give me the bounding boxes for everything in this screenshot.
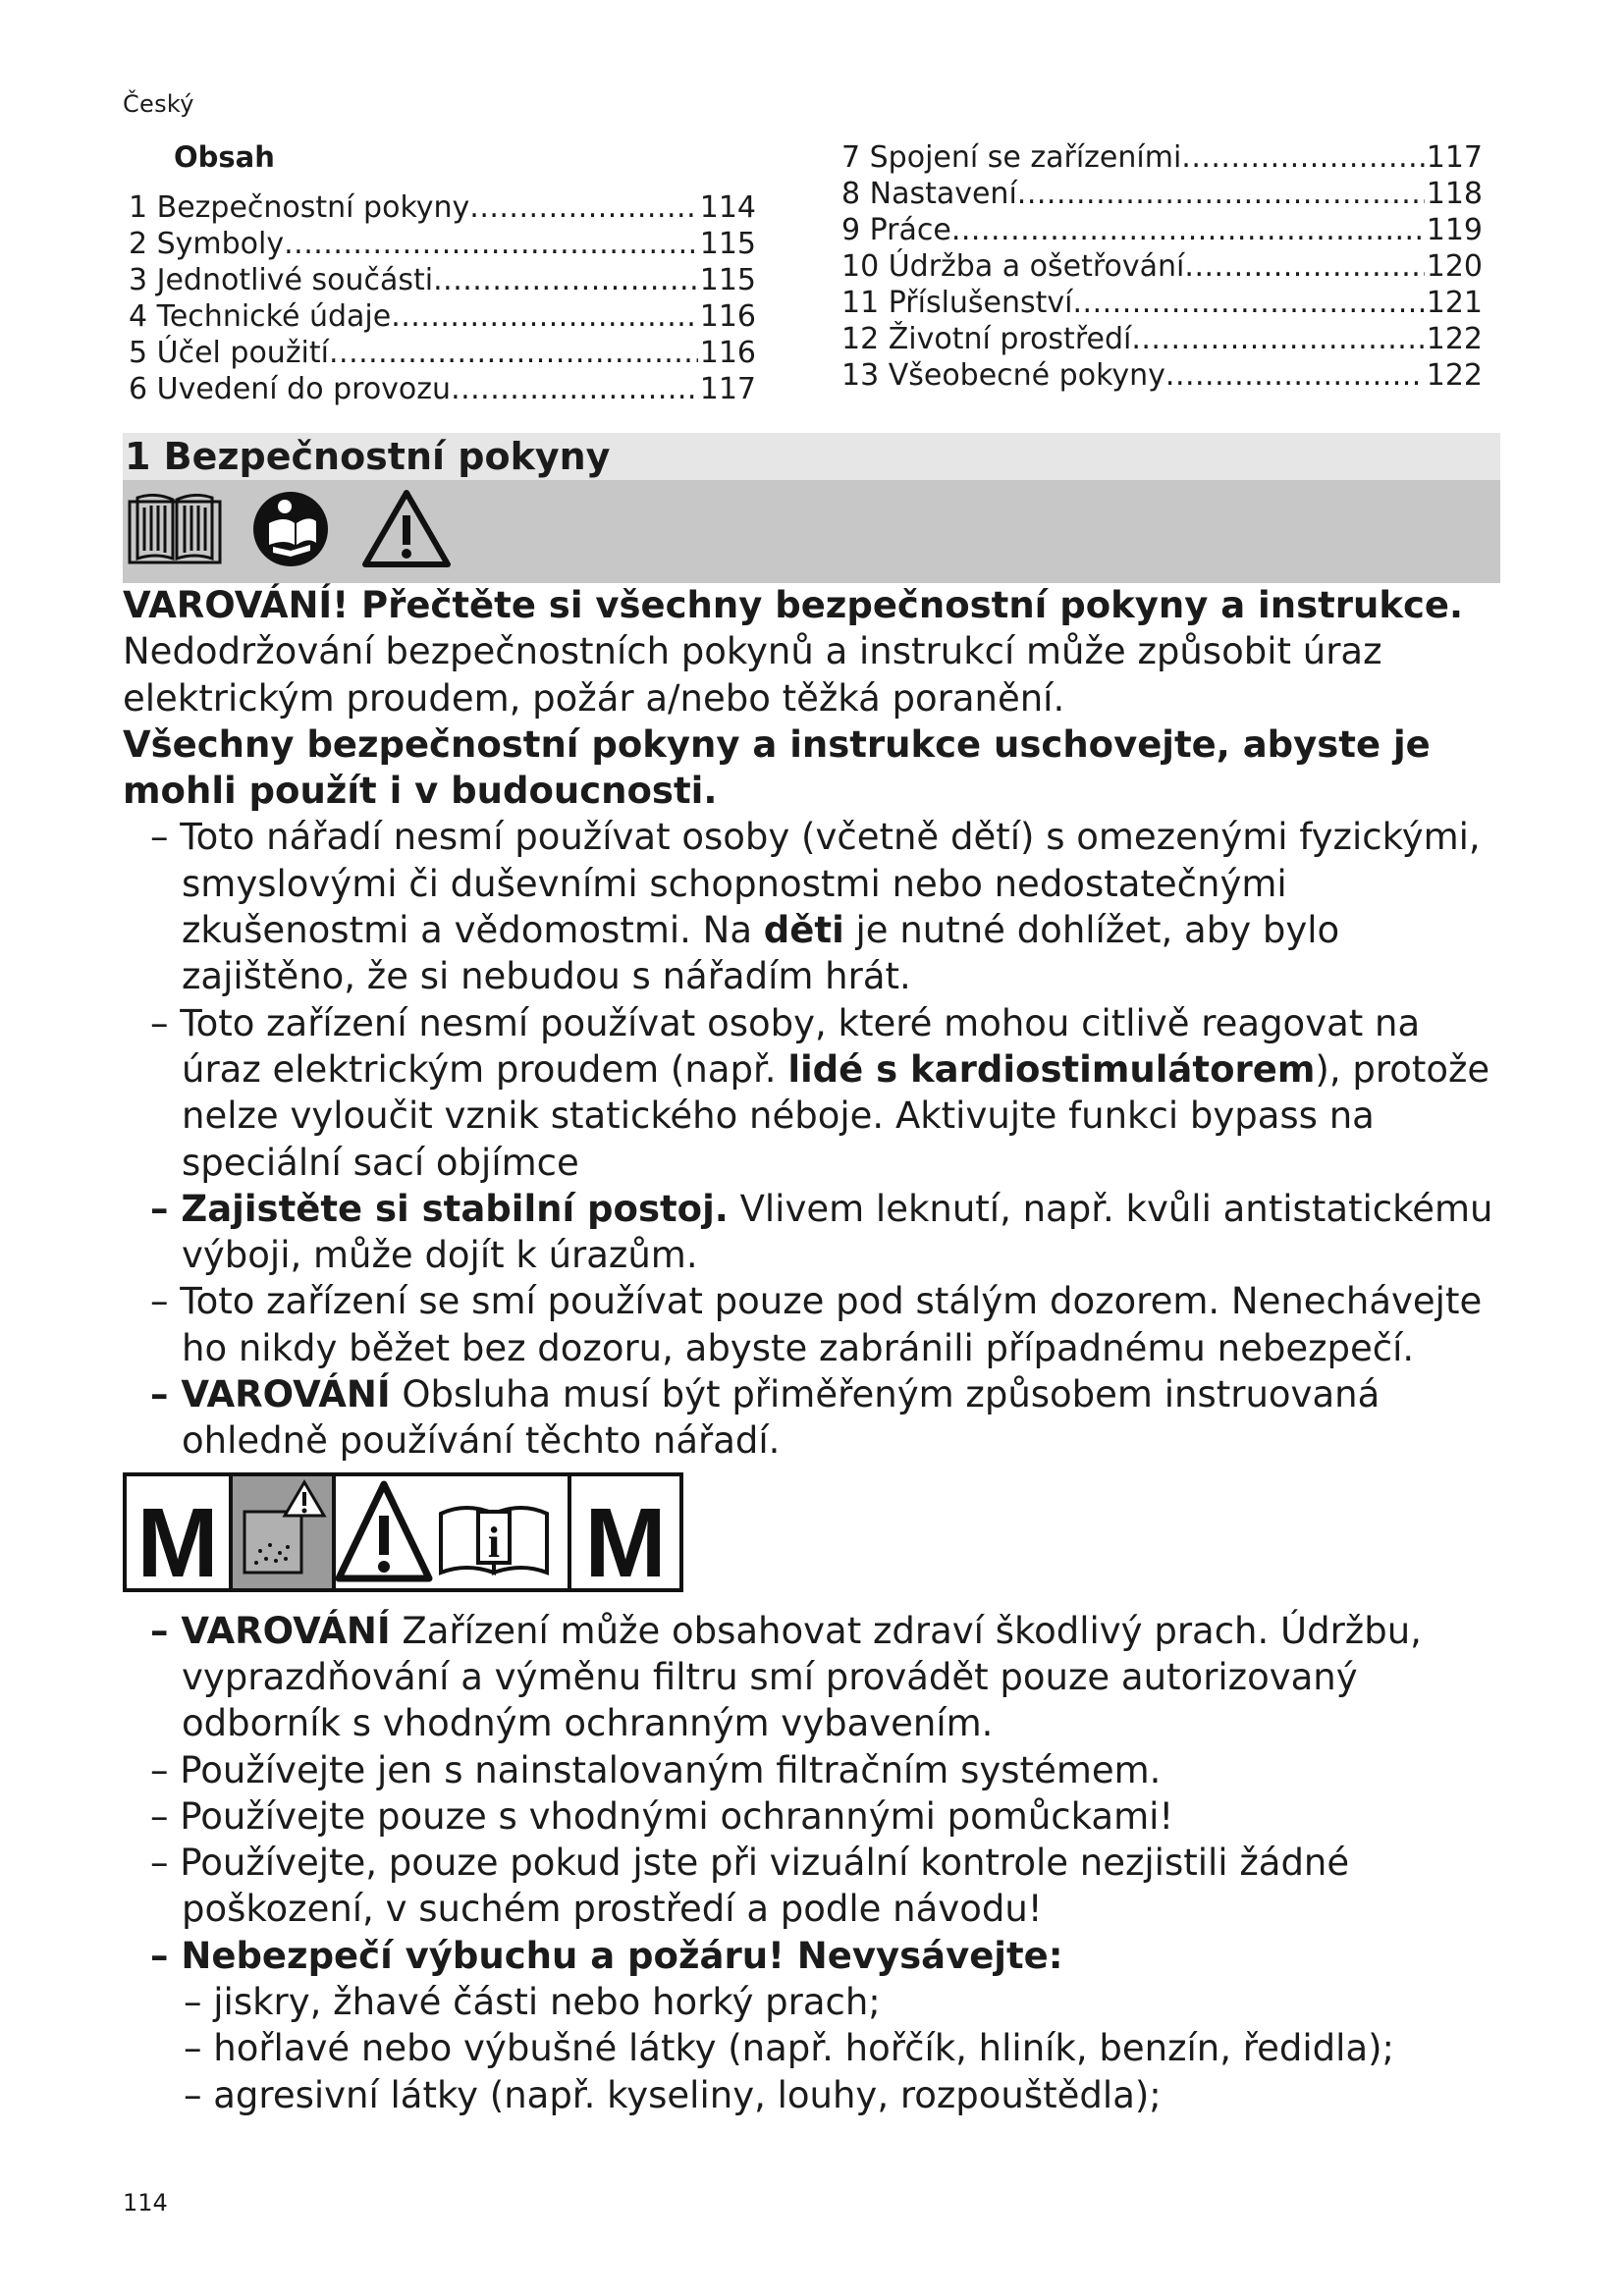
dust-class-symbol-row <box>123 1472 1502 1592</box>
list-item: – VAROVÁNÍ Zařízení může obsahovat zdraví škodlivý prach. Údržbu, vyprazdňování a výměnu filtru smí provádět pouze autorizovaný odborník s vhodným ochranným vybavením. <box>150 1609 1422 1745</box>
manual-book-icon <box>128 494 222 568</box>
list-item: – Toto nářadí nesmí používat osoby (včetně dětí) s omezenými fyzickými, smyslovými či duševními schopnostmi nebo nedostatečnými zkušenostmi a vědomostmi. Na děti je nutné dohlížet, aby bylo zajištěno, že si nebudou s nářadím hrát. <box>150 816 1481 998</box>
toc-entry[interactable]: 11 Příslušenství ..... 121 <box>841 285 1483 321</box>
list-item: – Používejte jen s nainstalovaným filtračním systémem. <box>150 1748 1162 1791</box>
toc-entry[interactable]: 9 Práce ..... 119 <box>841 212 1483 248</box>
toc-entry[interactable]: 8 Nastavení ..... 118 <box>841 176 1483 212</box>
svg-text:i: i <box>487 1518 501 1567</box>
symbol-band <box>123 480 1500 583</box>
toc-title: Obsah <box>174 140 275 174</box>
keep-instructions: Všechny bezpečnostní pokyny a instrukce uschovejte, abyste je mohli použít i v budoucnosti. <box>123 722 1431 813</box>
toc-entry[interactable]: 3 Jednotlivé součásti ..... 115 <box>129 262 756 298</box>
section-heading: 1 Bezpečnostní pokyny <box>123 433 1500 480</box>
toc-right-column <box>841 139 1483 394</box>
dust-class-m-label <box>123 1472 683 1592</box>
toc-entry[interactable]: 2 Symboly ..... 115 <box>129 226 756 262</box>
safety-text <box>123 582 1502 2118</box>
warning-lead: VAROVÁNÍ! Přečtěte si všechny bezpečnostní pokyny a instrukce. Nedodržování bezpečnostních pokynů a instrukcí může způsobit úraz elektrickým proudem, požár a/nebo těžká poranění. <box>123 584 1464 720</box>
language-label: Český <box>123 90 194 118</box>
page-number: 114 <box>123 2189 168 2216</box>
dust-class-letter-right: M <box>584 1487 667 1592</box>
toc-entry[interactable]: 4 Technické údaje ..... 116 <box>129 298 756 335</box>
toc-entry[interactable]: 5 Účel použití ..... 116 <box>129 335 756 371</box>
list-item: – VAROVÁNÍ Obsluha musí být přiměřeným způsobem instruovaná ohledně používání těchto nářadí. <box>150 1373 1380 1463</box>
list-item: – Toto zařízení se smí používat pouze pod stálým dozorem. Nenechávejte ho nikdy běžet bez dozoru, abyste zabránili případnému nebezpečí. <box>150 1280 1483 1369</box>
list-item: – Nebezpečí výbuchu a požáru! Nevysávejte: <box>150 1934 1063 1977</box>
read-manual-icon <box>251 490 330 568</box>
list-item: – Toto zařízení nesmí používat osoby, které mohou citlivě reagovat na úraz elektrickým proudem (např. lidé s kardiostimulátorem), protože nelze vyloučit vznik statického néboje. Aktivujte funkci bypass na speciální sací objímce <box>150 1001 1490 1184</box>
toc-entry[interactable]: 13 Všeobecné pokyny ..... 122 <box>841 357 1483 394</box>
sub-list-item: – agresivní látky (např. kyseliny, louhy, rozpouštědla); <box>184 2073 1162 2116</box>
dust-class-letter-left: M <box>136 1487 219 1592</box>
list-item: – Používejte, pouze pokud jste při vizuální kontrole nezjistili žádné poškození, v suchém prostředí a podle návodu! <box>150 1842 1350 1931</box>
sub-list-item: – hořlavé nebo výbušné látky (např. hořčík, hliník, benzín, ředidla); <box>184 2027 1395 2070</box>
sub-list-item: – jiskry, žhavé části nebo horký prach; <box>184 1981 881 2024</box>
list-item: – Zajistěte si stabilní postoj. Vlivem leknutí, např. kvůli antistatickému výboji, může dojít k úrazům. <box>150 1187 1493 1277</box>
toc-entry[interactable]: 6 Uvedení do provozu ..... 117 <box>129 371 756 407</box>
toc-entry[interactable]: 10 Údržba a ošetřování ..... 120 <box>841 248 1483 285</box>
toc-left-column <box>129 189 756 407</box>
list-item: – Používejte pouze s vhodnými ochrannými pomůckami! <box>150 1794 1174 1838</box>
toc-entry[interactable]: 12 Životní prostředí ..... 122 <box>841 321 1483 357</box>
toc-entry[interactable]: 7 Spojení se zařízeními ..... 117 <box>841 139 1483 176</box>
warning-triangle-icon <box>361 488 452 568</box>
toc-entry[interactable]: 1 Bezpečnostní pokyny ..... 114 <box>129 189 756 226</box>
